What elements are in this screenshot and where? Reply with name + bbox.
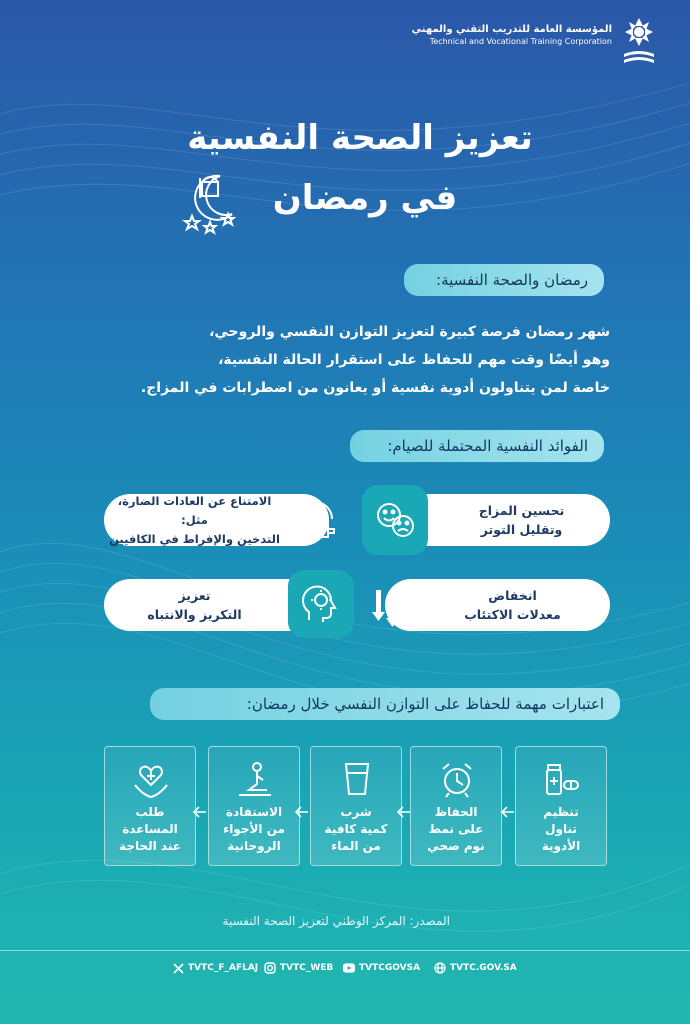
intro-line-3: خاصة لمن يتناولون أدوية نفسية أو يعانون من اضطرابات في المزاج. [140, 380, 610, 396]
benefit-mood-line1: تحسين المزاج [478, 503, 565, 518]
praying-person-icon [235, 759, 275, 799]
social-youtube-handle: TVTCGOVSA [359, 963, 421, 973]
benefit-habits-line2: التدخين والإفراط في الكافيين [109, 531, 280, 546]
step-medicine-line2: تناول [545, 822, 577, 836]
section3-heading: اعتبارات مهمة للحفاظ على التوازن النفسي خلال رمضان: [150, 688, 620, 720]
benefit-depression-card [385, 579, 610, 631]
tvtc-logo-icon [616, 14, 662, 66]
youtube-icon [343, 962, 355, 974]
benefit-habits-line1: الامتناع عن العادات الضارة، مثل: [117, 493, 272, 527]
step-water-line3: من الماء [331, 839, 381, 853]
step-spiritual-line2: من الأجواء [223, 822, 285, 836]
intro-paragraph [80, 318, 610, 402]
step-help-line3: عند الحاجة [119, 839, 181, 853]
water-glass-icon [337, 759, 377, 799]
title-line2 [250, 178, 480, 218]
intro-line-2: وهو أيضًا وقت مهم للحفاظ على استقرار الحالة النفسية، [218, 352, 610, 368]
step-help-line1: طلب [135, 805, 165, 819]
step-medicine [515, 746, 607, 866]
step-water [310, 746, 402, 866]
social-youtube[interactable] [343, 962, 420, 974]
benefit-mood-line2: وتقليل التوتر [480, 522, 563, 537]
social-website[interactable] [434, 962, 517, 974]
social-x-handle: TVTC_F_AFLAJ [188, 963, 259, 973]
step-sleep-line2: على نمط [428, 822, 484, 836]
step-help [104, 746, 196, 866]
instagram-icon [264, 962, 276, 974]
step-medicine-line3: الأدوية [541, 839, 581, 853]
org-name-english: Technical and Vocational Training Corporation [429, 37, 612, 46]
social-instagram[interactable] [264, 962, 333, 974]
crescent-mosque-icon [180, 166, 240, 236]
title-ramadan-word: رمضان [272, 178, 389, 218]
benefit-depression-line1: انخفاض [488, 588, 537, 603]
main-title: تعزيز الصحة النفسية [187, 118, 533, 158]
step-sleep-line3: نوم صحي [427, 839, 485, 853]
alarm-clock-icon [437, 759, 477, 799]
org-name-arabic: المؤسسة العامة للتدريب التقني والمهني [411, 24, 612, 35]
mood-faces-icon [362, 485, 428, 555]
step-spiritual-line1: الاستفادة [225, 805, 283, 819]
help-hands-icon [131, 759, 171, 799]
social-x[interactable] [172, 962, 258, 974]
step-medicine-line1: تنظيم [543, 805, 579, 819]
section2-heading: الفوائد النفسية المحتملة للصيام: [350, 430, 604, 462]
section1-heading: رمضان والصحة النفسية: [404, 264, 604, 296]
benefit-focus-line2: التكريز والانتباه [147, 607, 242, 622]
globe-icon [434, 962, 446, 974]
source-citation: المصدر: المركز الوطني لتعزيز الصحة النفسية [222, 914, 450, 928]
medicine-icon [542, 759, 582, 799]
step-water-line2: كمية كافية [324, 822, 388, 836]
step-spiritual [208, 746, 300, 866]
x-icon [172, 962, 184, 974]
health-gauge-icon [290, 490, 340, 546]
benefit-depression-line2: معدلات الاكتئاب [464, 607, 561, 622]
step-spiritual-line3: الروحانية [227, 839, 281, 853]
step-water-line1: شرب [340, 805, 372, 819]
benefit-focus-line1: تعزيز [178, 588, 211, 603]
step-sleep [410, 746, 502, 866]
arrow-icon [500, 806, 514, 818]
intro-line-1: شهر رمضان فرصة كبيرة لتعزيز التوازن النفسي والروحي، [209, 324, 610, 340]
social-website-url: TVTC.GOV.SA [450, 963, 517, 973]
decrease-arrows-icon [370, 582, 416, 630]
step-sleep-line1: الحفاظ [434, 805, 478, 819]
footer-divider [0, 950, 690, 951]
social-instagram-handle: TVTC_WEB [280, 963, 334, 973]
title-prefix: في [400, 178, 458, 218]
org-name [412, 24, 612, 46]
brain-focus-icon [288, 570, 354, 638]
step-help-line2: المساعدة [122, 822, 178, 836]
